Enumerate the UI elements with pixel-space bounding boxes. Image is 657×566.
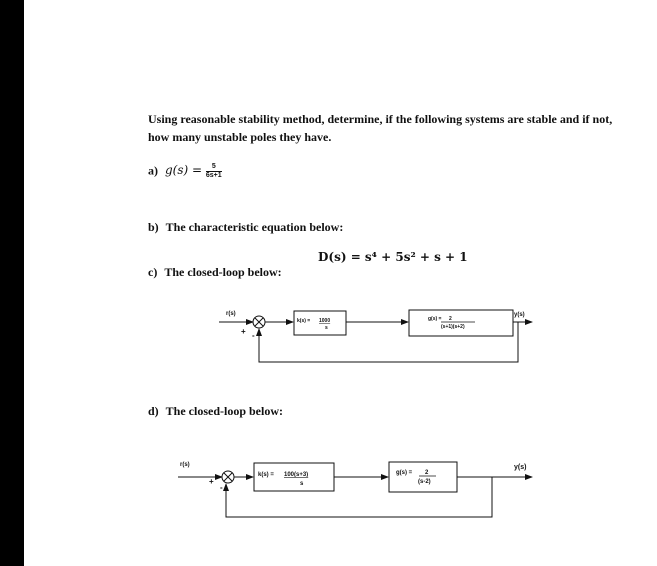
part-a-lhs: g(s) = [165, 163, 206, 178]
part-d [148, 404, 283, 419]
part-d-label: d) [148, 404, 159, 418]
part-b-label: b) [148, 220, 159, 234]
d-output-label: y(s) [514, 464, 527, 471]
part-b-equation: D(s) = s⁴ + 5s² + s + 1 [318, 250, 468, 264]
d-k-denominator: s [300, 481, 304, 487]
part-a-numerator: 5 [206, 163, 222, 172]
d-plus-sign: + [209, 477, 214, 486]
c-plus-sign: + [241, 327, 246, 336]
c-g-denominator: (s+1)(s+2) [441, 324, 465, 330]
c-input-label: r(s) [226, 311, 236, 317]
d-g-numerator: 2 [425, 470, 429, 476]
d-g-denominator: (s-2) [418, 479, 431, 485]
c-summing-junction [253, 316, 265, 328]
c-k-numerator: 1000 [319, 318, 331, 324]
part-c-text: The closed-loop below: [164, 265, 282, 279]
d-k-label: k(s) = [258, 472, 274, 478]
d-k-numerator: 100(s+3) [284, 472, 309, 478]
d-plant-block [389, 462, 457, 492]
d-summing-junction [222, 471, 234, 483]
part-d-text: The closed-loop below: [165, 404, 284, 418]
part-b-text: The characteristic equation below: [165, 220, 344, 234]
d-g-label: g(s) = [396, 470, 413, 476]
d-minus-sign: - [220, 483, 223, 492]
c-minus-sign: - [252, 331, 255, 340]
part-a-label: a) [148, 163, 158, 178]
c-k-label: k(s) = [297, 318, 311, 324]
part-c-label: c) [148, 265, 158, 279]
part-a-denominator: 6s+1 [205, 172, 222, 179]
intro-text: Using reasonable stability method, determine, if the following systems are stable and if not, how many unstable poles they have. [148, 112, 613, 144]
c-output-label: y(s) [514, 312, 525, 318]
c-g-numerator: 2 [449, 316, 452, 322]
c-plant-block [409, 310, 513, 336]
c-g-label: g(s) = [428, 316, 442, 322]
c-k-denominator: s [325, 325, 328, 331]
d-input-label: r(s) [180, 462, 190, 468]
